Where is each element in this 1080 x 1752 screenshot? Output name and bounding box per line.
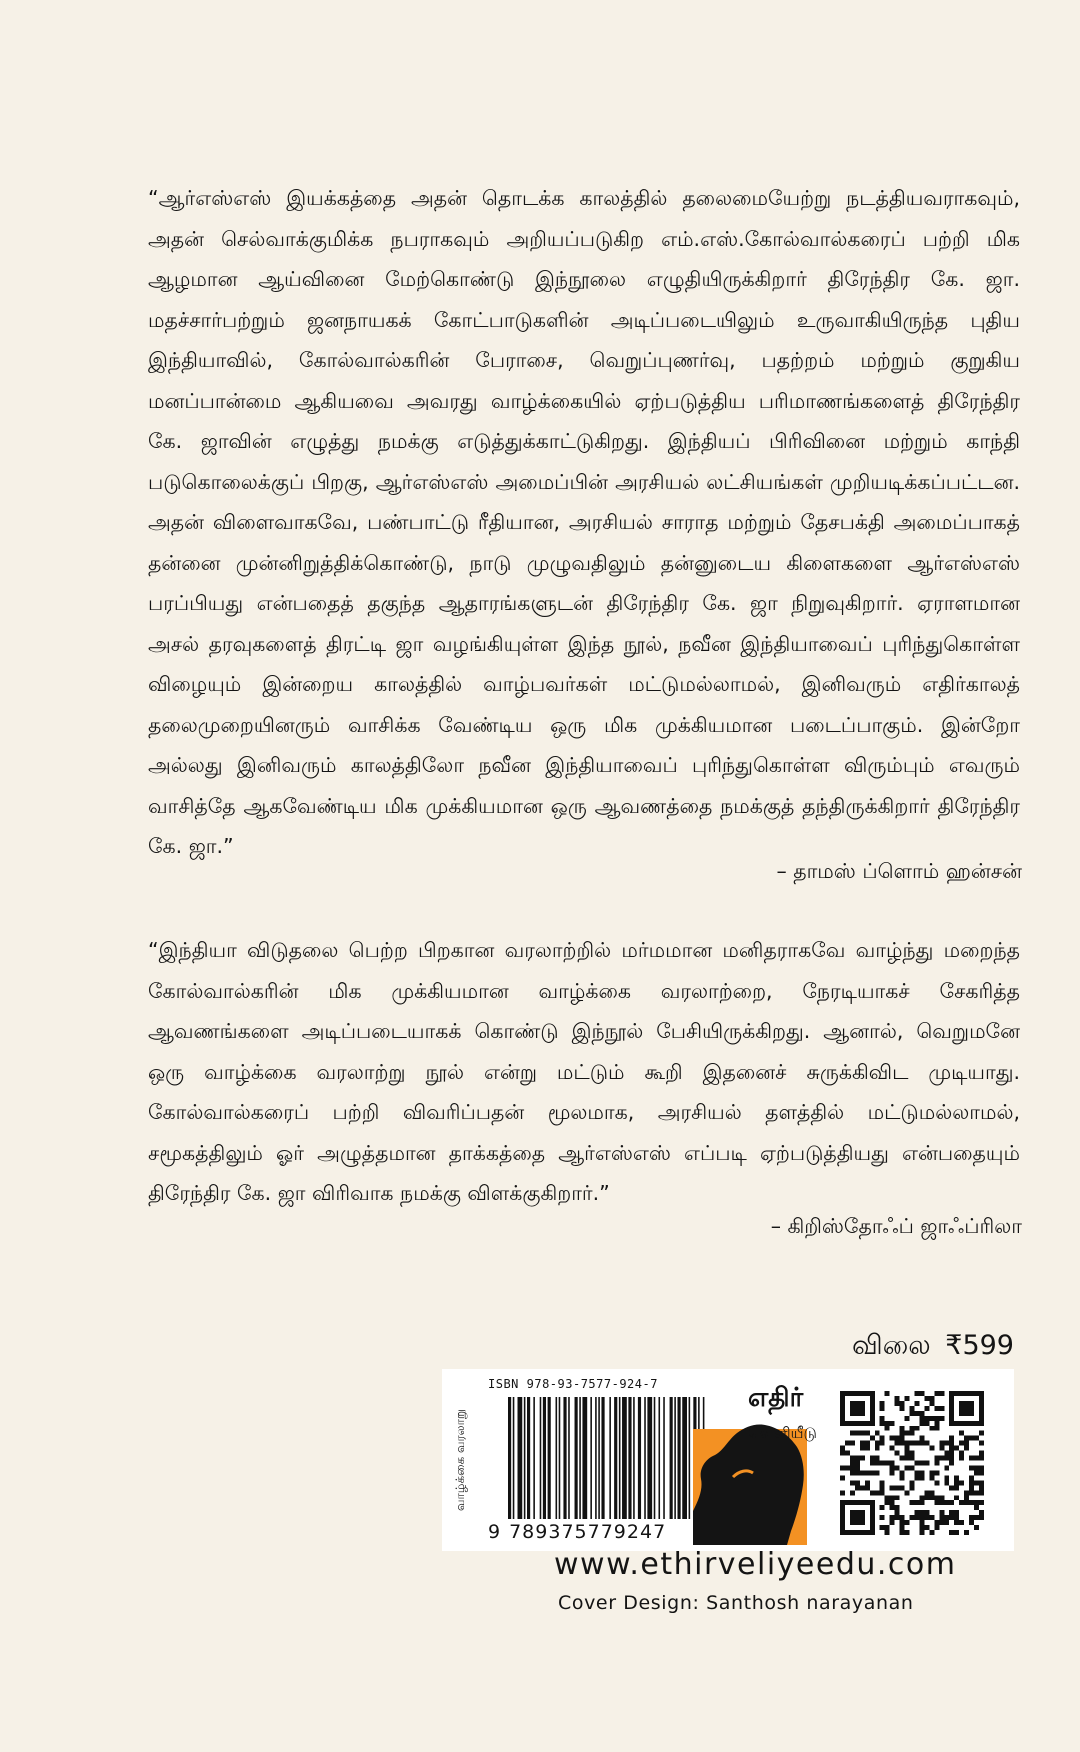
category-label-box — [442, 1369, 480, 1551]
barcode-digits — [488, 1521, 666, 1543]
quote-2-text: “இந்தியா விடுதலை பெற்ற பிறகான வரலாற்றில் மர்மமான மனிதராகவே வாழ்ந்து மறைந்த கோல்வால்கரின் மிக முக்கியமான வாழ்க்கை வரலாற்றை, நேரடியாகச் சேகரித்த ஆவணங்களை அடிப்படையாகக் கொண்டு இந்நூல் பேசியிருக்கிறது. ஆனால், வெறுமனே ஒரு வாழ்க்கை வரலாற்று நூல் என்று மட்டும் கூறி இதனைச் சுருக்கிவிட முடியாது. கோல்வால்கரைப் பற்றி விவரிப்பதன் மூலமாக, அரசியல் தளத்தில் மட்டுமல்லாமல், சமூகத்திலும் ஓர் அழுத்தமான தாக்கத்தை ஆர்எஸ்எஸ் எப்படி ஏற்படுத்தியது என்பதையும் திரேந்திர கே. ஜா விரிவாக நமக்கு விளக்குகிறார்.” — [148, 938, 1020, 1205]
barcode-lead-digit: 9 — [488, 1521, 502, 1543]
publisher-subtitle: வெளியீடு — [748, 1424, 817, 1442]
quote-1-attribution: – தாமஸ் ப்ளொம் ஹன்சன் — [776, 859, 1022, 883]
publisher-name: எதிர் — [748, 1383, 804, 1413]
publisher-website: www.ethirveliyeedu.com — [554, 1547, 957, 1582]
category-label: வாழ்க்கை வரலாறு — [453, 1409, 467, 1511]
qr-code-icon — [840, 1391, 984, 1535]
quote-1-text: “ஆர்எஸ்எஸ் இயக்கத்தை அதன் தொடக்க காலத்தில் தலைமையேற்று நடத்தியவராகவும், அதன் செல்வாக்குமிக்க நபராகவும் அறியப்படுகிற எம்.எஸ்.கோல்வால்கரைப் பற்றி மிக ஆழமான ஆய்வினை மேற்கொண்டு இந்நூலை எழுதியிருக்கிறார் திரேந்திர கே. ஜா. மதச்சார்பற்றும் ஜனநாயகக் கோட்பாடுகளின் அடிப்படையிலும் உருவாகியிருந்த புதிய இந்தியாவில், கோல்வால்கரின் பேராசை, வெறுப்புணர்வு, பதற்றம் மற்றும் குறுகிய மனப்பான்மை ஆகியவை அவரது வாழ்க்கையில் ஏற்படுத்திய பரிமாணங்களைத் திரேந்திர கே. ஜாவின் எழுத்து நமக்கு எடுத்துக்காட்டுகிறது. இந்தியப் பிரிவினை மற்றும் காந்தி படுகொலைக்குப் பிறகு, ஆர்எஸ்எஸ் அமைப்பின் அரசியல் லட்சியங்கள் முறியடிக்கப்பட்டன. அதன் விளைவாகவே, பண்பாட்டு ரீதியான, அரசியல் சாராத மற்றும் தேசபக்தி அமைப்பாகத் தன்னை முன்னிறுத்திக்கொண்டு, நாடு முழுவதிலும் தன்னுடைய கிளைகளை ஆர்எஸ்எஸ் பரப்பியது என்பதைத் தகுந்த ஆதாரங்களுடன் திரேந்திர கே. ஜா நிறுவுகிறார். ஏராளமான அசல் தரவுகளைத் திரட்டி ஜா வழங்கியுள்ள இந்த நூல், நவீன இந்தியாவைப் புரிந்துகொள்ள விழையும் இன்றைய காலத்தில் வாழ்பவர்கள் மட்டுமல்லாமல், இனிவரும் எதிர்காலத் தலைமுறையினரும் வாசிக்க வேண்டிய ஒரு மிக முக்கியமான படைப்பாகும். இன்றோ அல்லது இனிவரும் காலத்திலோ நவீன இந்தியாவைப் புரிந்துகொள்ள விரும்பும் எவரும் வாசித்தே ஆகவேண்டிய மிக முக்கியமான ஒரு ஆவணத்தை நமக்குத் தந்திருக்கிறார் திரேந்திர கே. ஜா.” — [148, 186, 1020, 858]
isbn-text: ISBN 978-93-7577-924-7 — [488, 1377, 658, 1391]
quote-2-attribution: – கிறிஸ்தோஃப் ஜாஃப்ரிலா — [770, 1214, 1022, 1238]
barcode-panel — [442, 1369, 1014, 1551]
barcode-digit-string: 789375779247 — [509, 1521, 667, 1543]
rupee-symbol: ₹ — [945, 1330, 963, 1361]
cover-design-credit: Cover Design: Santhosh narayanan — [558, 1592, 914, 1614]
price-amount: 599 — [962, 1330, 1014, 1361]
price-word: விலை — [851, 1330, 931, 1361]
price-label — [852, 1328, 1014, 1364]
barcode — [508, 1397, 706, 1519]
